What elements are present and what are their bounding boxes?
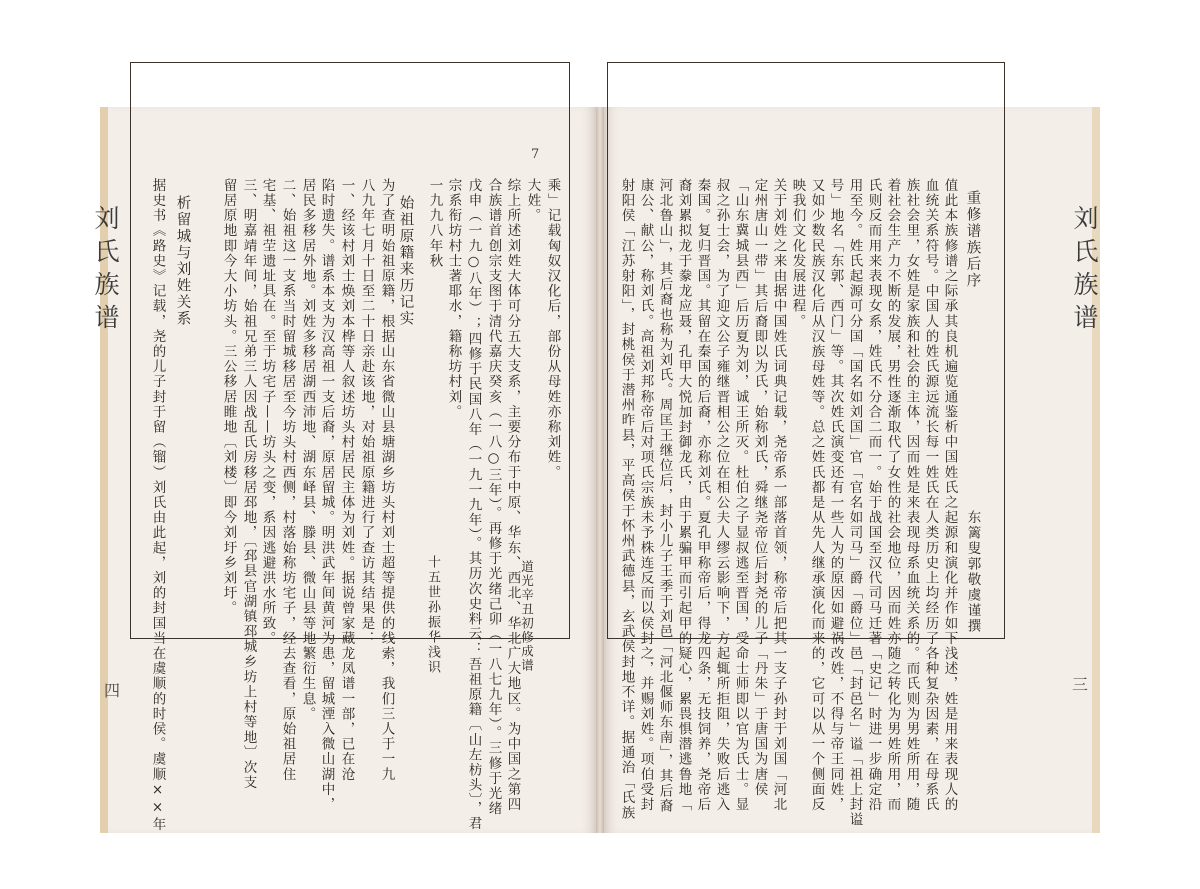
- text-column: 裔刘累拟龙于豢龙应聂，孔甲大悦加封御龙氏，由于累骗甲而引起甲的疑心，累畏惧潜逃鲁地「: [675, 178, 692, 813]
- text-column: 宗系衔坊村士著耶水，籍称坊村刘。: [445, 178, 462, 420]
- text-column: 用至今。姓氏起源可分国「国名如刘国」官「官名如司马」爵「爵位」邑「封邑名」谥「祖上封谥: [846, 178, 863, 828]
- text-column: 一、经该村刘士焕刘本桦等人叙述坊头村居民主体为刘姓。据说曾家藏龙凤谱一部，已在沧: [338, 178, 355, 782]
- text-column: 又如少数民族汉化后从汉族母姓等。总之姓氏都是从先人继承演化而来的，它可以从一个侧面反: [808, 178, 825, 813]
- text-column: 二、始祖这一支系当时留城移居至今坊头村西侧，村落始称坊宅子，经去查看，原始祖居住: [279, 178, 296, 782]
- signature: 十五世孙振华浅识: [425, 555, 440, 675]
- text-column: 定州唐山一带」其后裔即以为氏，始称刘氏，舜继尧帝位后封尧的儿子「丹朱」于唐国为唐侯: [751, 178, 768, 798]
- left-spine-title: 刘氏族谱: [91, 205, 120, 337]
- text-column: 陷时遗失。谱系本支为汉高祖一支后裔，原居留城。明洪武年间黄河为患，留城湮入微山湖中，: [318, 178, 335, 813]
- left-page-number: 四: [104, 681, 121, 700]
- text-column: 为了查明始祖原籍，根据山东省微山县塘湖乡坊头村刘士超等提供的线索，我们三人于一九: [378, 178, 395, 782]
- text-column: 血统关系符号。中国人的姓氏源远流长每一姓氏在人类历史上均经历了各种复杂因素，在母系氏: [922, 178, 939, 813]
- text-column: 族社会里，女姓是家族和社会的主体，因而姓是来表现母系血统关系的。而氏则为男姓所用，随: [903, 178, 920, 813]
- text-column: 据史书《路史》记载，尧的儿子封于留（镏）刘氏由此起，刘的封国当在虞顺的时侯。虞顺××年: [149, 178, 166, 833]
- text-column: 留居原地即今大小坊头。三公移居睢地〔刘楼〕即今刘圩乡刘圩。: [220, 178, 237, 616]
- text-column: 映我们文化发展进程。: [789, 178, 806, 329]
- text-column: 戊申（一九○八年）；四修于民国八年（一九一九年）。其历次史料云：吾祖原籍〔山左枋头〕，君: [465, 178, 482, 832]
- section-heading: 始祖原籍来历记实: [397, 195, 414, 327]
- text-column: 三、明嘉靖年间，始祖兄弟三人因战乱氏房移居邳地，〔邳县官湖镇邳城乡坊上村等地〕次支: [240, 178, 257, 791]
- text-column: 射阳侯「江苏射阳」，封桃侯于潜州昨县，平高侯于怀州武德县，玄武侯封地不详。据通治「氏族: [618, 178, 635, 821]
- text-column: 居民多移居外地。刘姓多移居湖西沛地、湖东峄县、滕县、微山县等地繁衍生息。: [299, 178, 316, 722]
- text-column: 叔之孙士会，为了迎文公子雍继晋相公之位在相公夫人缪云影响下，方起辄所拒阻，失败后逃入: [713, 178, 730, 813]
- text-column: 秦国。复归晋国。其留在秦国的后裔，亦称刘氏。夏孔甲称帝后，得龙四条，无技饲养，尧帝后: [694, 178, 711, 813]
- book-gutter: [596, 107, 604, 833]
- left-top-mark: 7: [531, 147, 540, 162]
- text-column: 乘」记载匈奴汉化后，部份从母姓亦称刘姓。: [544, 178, 561, 480]
- text-column: 大姓。: [524, 178, 541, 224]
- text-column: 综上所述刘姓大体可分五大支系，主要分布于中原、华东、西北、华北广大地区。为中国之第四: [504, 178, 521, 813]
- postscript: 道光辛丑初修成谱: [519, 560, 535, 673]
- text-column: 合族谱首创宗支图于清代嘉庆癸亥（一八○三年）。再修于光绪己卯（一八七九年）。三修于光绪: [485, 178, 502, 817]
- right-page-number: 三: [1072, 675, 1089, 694]
- right-spine-title: 刘氏族谱: [1070, 205, 1099, 337]
- text-column: 关于刘姓之来由据中国姓氏词典记载，尧帝系一部落首领，称帝后把其一支子孙封于刘国「河北: [770, 178, 787, 813]
- text-column: 氏则反而用来表现女系，姓氏不分合二而一。始于战国至汉代司马迁著「史记」时进一步确定沿: [865, 178, 882, 813]
- text-column: 着社会生产力不断的发展，男性逐渐取代了女性的社会地位，因而姓亦随之转化为男姓所用，而: [884, 178, 901, 813]
- text-column: 号」地名「东郭、西门」等。其次姓氏演变还有一些人为的原因如避祸改姓，不得与帝王同姓，: [827, 178, 844, 813]
- section-heading: 析留城与刘姓关系: [174, 195, 191, 327]
- preface-heading: 重修谱族后序: [964, 190, 981, 289]
- text-column: 值此本族修谱之际承其良机遍览通鉴析中国姓氏之起源和演化并作如下浅述，姓是用来表现人的: [941, 178, 958, 813]
- preface-author: 东篱叟郭敬虞谨撰: [964, 510, 981, 634]
- text-column: 宅基、祖茔遗址具在。至于坊宅子——坊头之变，系因逃避洪水所致。: [259, 178, 276, 647]
- text-column: 河北鲁山」，其后裔也称为刘氏。周匡王继位后，封小儿子王季于刘邑「河北偃师东南」，其后裔: [656, 178, 673, 814]
- text-column: 一九九八年秋: [426, 178, 443, 269]
- text-column: 康公、献公，称刘氏。高祖刘邦称帝后对项氏宗族未予株连反而以侯封之，并赐刘姓。项伯受封: [637, 178, 654, 813]
- text-column: 八九年七月十日至二十日亲赴该地，对始祖原籍进行了查访其结果是：: [358, 178, 375, 647]
- text-column: 「山东冀城县西」后历夏为刘，诚王所灭。杜伯之子显叔逃至晋国，受命士师即以官为氏士。显: [732, 178, 749, 813]
